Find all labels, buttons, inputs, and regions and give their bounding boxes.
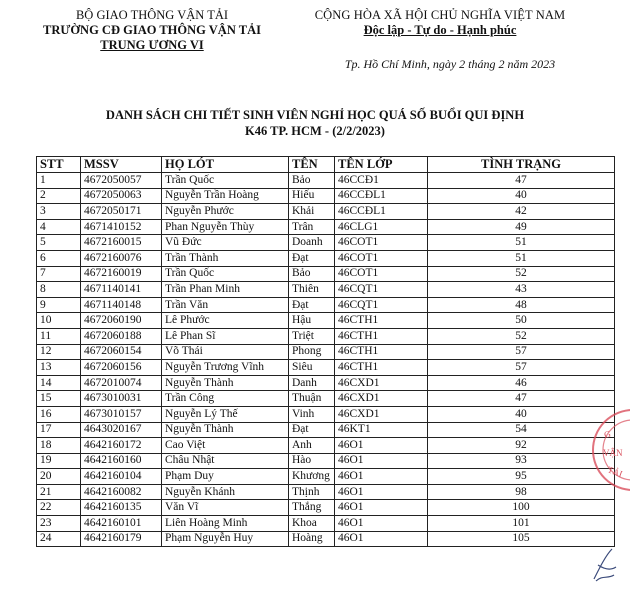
cell-given-name: Siêu <box>289 360 335 376</box>
cell-absences: 52 <box>428 328 615 344</box>
table-row <box>37 391 615 407</box>
table-header-row <box>37 157 615 173</box>
cell-family-name: Phan Nguyễn Thùy <box>162 219 289 235</box>
cell-absences: 51 <box>428 250 615 266</box>
cell-family-name: Cao Việt <box>162 438 289 454</box>
cell-class: 46CTH1 <box>335 344 428 360</box>
cell-absences: 40 <box>428 188 615 204</box>
cell-student-id: 4642160104 <box>81 469 162 485</box>
cell-given-name: Đạt <box>289 422 335 438</box>
cell-student-id: 4671410152 <box>81 219 162 235</box>
cell-class: 46CTH1 <box>335 313 428 329</box>
cell-class: 46CCĐ1 <box>335 173 428 189</box>
table-body <box>37 173 615 547</box>
cell-class: 46COT1 <box>335 266 428 282</box>
document-title <box>30 107 600 139</box>
ministry-name: BỘ GIAO THÔNG VẬN TẢI <box>75 8 229 22</box>
cell-stt: 8 <box>37 282 81 298</box>
cell-absences: 48 <box>428 297 615 313</box>
national-header <box>282 8 598 38</box>
cell-given-name: Đạt <box>289 297 335 313</box>
cell-class: 46O1 <box>335 469 428 485</box>
cell-absences: 54 <box>428 422 615 438</box>
cell-given-name: Khương <box>289 469 335 485</box>
column-header: HỌ LÓT <box>162 157 289 173</box>
table-row <box>37 188 615 204</box>
cell-family-name: Nguyễn Trương Vĩnh <box>162 360 289 376</box>
cell-class: 46CXD1 <box>335 391 428 407</box>
cell-student-id: 4672060156 <box>81 360 162 376</box>
cell-family-name: Nguyễn Trần Hoàng <box>162 188 289 204</box>
table-row <box>37 453 615 469</box>
cell-absences: 101 <box>428 516 615 532</box>
cell-absences: 49 <box>428 219 615 235</box>
cell-student-id: 4672010074 <box>81 375 162 391</box>
cell-student-id: 4642160135 <box>81 500 162 516</box>
cell-given-name: Thuận <box>289 391 335 407</box>
cell-absences: 92 <box>428 438 615 454</box>
table-row <box>37 328 615 344</box>
table-row <box>37 531 615 547</box>
cell-given-name: Trân <box>289 219 335 235</box>
cell-class: 46O1 <box>335 516 428 532</box>
cell-family-name: Trần Văn <box>162 297 289 313</box>
cell-stt: 6 <box>37 250 81 266</box>
cell-stt: 14 <box>37 375 81 391</box>
column-header: TÊN <box>289 157 335 173</box>
cell-class: 46CCĐL1 <box>335 188 428 204</box>
cell-class: 46CQT1 <box>335 282 428 298</box>
column-header: TÊN LỚP <box>335 157 428 173</box>
cell-absences: 46 <box>428 375 615 391</box>
republic-name: CỘNG HÒA XÃ HỘI CHỦ NGHĨA VIỆT NAM <box>314 8 566 22</box>
cell-stt: 15 <box>37 391 81 407</box>
cell-family-name: Châu Nhật <box>162 453 289 469</box>
cell-given-name: Hiếu <box>289 188 335 204</box>
cell-class: 46CQT1 <box>335 297 428 313</box>
cell-student-id: 4642160082 <box>81 484 162 500</box>
cell-absences: 98 <box>428 484 615 500</box>
cell-stt: 24 <box>37 531 81 547</box>
cell-family-name: Lê Phước <box>162 313 289 329</box>
cell-stt: 3 <box>37 204 81 220</box>
table-row <box>37 313 615 329</box>
cell-absences: 105 <box>428 531 615 547</box>
cell-given-name: Khải <box>289 204 335 220</box>
svg-text:G: G <box>602 428 612 440</box>
table-row <box>37 250 615 266</box>
cell-stt: 9 <box>37 297 81 313</box>
cell-family-name: Nguyễn Thành <box>162 375 289 391</box>
table-row <box>37 375 615 391</box>
cell-absences: 57 <box>428 360 615 376</box>
cell-given-name: Bảo <box>289 266 335 282</box>
cell-student-id: 4672050057 <box>81 173 162 189</box>
cell-class: 46CLG1 <box>335 219 428 235</box>
red-stamp-seal <box>583 404 630 496</box>
cell-student-id: 4642160179 <box>81 531 162 547</box>
cell-stt: 7 <box>37 266 81 282</box>
table-row <box>37 438 615 454</box>
cell-given-name: Phong <box>289 344 335 360</box>
national-motto: Độc lập - Tự do - Hạnh phúc <box>363 23 517 37</box>
cell-given-name: Đạt <box>289 250 335 266</box>
cell-given-name: Vinh <box>289 406 335 422</box>
cell-class: 46COT1 <box>335 250 428 266</box>
cell-class: 46CCĐL1 <box>335 204 428 220</box>
cell-given-name: Bảo <box>289 173 335 189</box>
cell-stt: 21 <box>37 484 81 500</box>
cell-class: 46CTH1 <box>335 328 428 344</box>
table-row <box>37 219 615 235</box>
table-row <box>37 266 615 282</box>
cell-absences: 47 <box>428 173 615 189</box>
column-header: MSSV <box>81 157 162 173</box>
table-row <box>37 360 615 376</box>
cell-given-name: Hậu <box>289 313 335 329</box>
table-row <box>37 173 615 189</box>
cell-stt: 16 <box>37 406 81 422</box>
table-row <box>37 297 615 313</box>
school-name-line2: TRUNG ƯƠNG VI <box>100 38 204 52</box>
cell-family-name: Lê Phan Sĩ <box>162 328 289 344</box>
table-row <box>37 500 615 516</box>
cell-student-id: 4672050171 <box>81 204 162 220</box>
table-row <box>37 235 615 251</box>
cell-student-id: 4673010157 <box>81 406 162 422</box>
cell-student-id: 4672060188 <box>81 328 162 344</box>
cell-given-name: Thiên <box>289 282 335 298</box>
cell-given-name: Triệt <box>289 328 335 344</box>
cell-stt: 13 <box>37 360 81 376</box>
cell-student-id: 4673010031 <box>81 391 162 407</box>
cell-stt: 22 <box>37 500 81 516</box>
cell-student-id: 4671140141 <box>81 282 162 298</box>
issuer-block <box>36 8 268 53</box>
cell-absences: 42 <box>428 204 615 220</box>
cell-student-id: 4642160160 <box>81 453 162 469</box>
cell-class: 46CXD1 <box>335 406 428 422</box>
cell-given-name: Hoàng <box>289 531 335 547</box>
cell-given-name: Khoa <box>289 516 335 532</box>
cell-family-name: Nguyễn Lý Thế <box>162 406 289 422</box>
cell-student-id: 4672050063 <box>81 188 162 204</box>
table-row <box>37 282 615 298</box>
cell-class: 46CXD1 <box>335 375 428 391</box>
cell-stt: 1 <box>37 173 81 189</box>
cell-family-name: Vũ Đức <box>162 235 289 251</box>
cell-student-id: 4672160076 <box>81 250 162 266</box>
cell-stt: 11 <box>37 328 81 344</box>
dateline: Tp. Hồ Chí Minh, ngày 2 tháng 2 năm 2023 <box>344 57 556 71</box>
cell-class: 46CTH1 <box>335 360 428 376</box>
table-row <box>37 422 615 438</box>
cell-family-name: Nguyễn Phước <box>162 204 289 220</box>
cell-stt: 20 <box>37 469 81 485</box>
table-row <box>37 406 615 422</box>
cell-given-name: Danh <box>289 375 335 391</box>
cell-student-id: 4672060190 <box>81 313 162 329</box>
cell-family-name: Phạm Duy <box>162 469 289 485</box>
cell-student-id: 4672160019 <box>81 266 162 282</box>
cell-student-id: 4642160101 <box>81 516 162 532</box>
cell-absences: 50 <box>428 313 615 329</box>
table-row <box>37 344 615 360</box>
cell-student-id: 4643020167 <box>81 422 162 438</box>
cell-given-name: Anh <box>289 438 335 454</box>
cell-stt: 4 <box>37 219 81 235</box>
cell-absences: 51 <box>428 235 615 251</box>
cell-family-name: Trần Thành <box>162 250 289 266</box>
cell-given-name: Thịnh <box>289 484 335 500</box>
cell-stt: 19 <box>37 453 81 469</box>
cell-stt: 5 <box>37 235 81 251</box>
cell-family-name: Nguyễn Thành <box>162 422 289 438</box>
cell-absences: 52 <box>428 266 615 282</box>
cell-family-name: Trần Phan Minh <box>162 282 289 298</box>
svg-text:TẢI: TẢI <box>606 464 624 480</box>
cell-class: 46O1 <box>335 438 428 454</box>
cell-family-name: Trần Quốc <box>162 266 289 282</box>
cell-stt: 23 <box>37 516 81 532</box>
cell-family-name: Nguyễn Khánh <box>162 484 289 500</box>
cell-absences: 40 <box>428 406 615 422</box>
student-table <box>36 156 615 547</box>
cell-given-name: Hào <box>289 453 335 469</box>
cell-absences: 100 <box>428 500 615 516</box>
table-row <box>37 204 615 220</box>
cell-class: 46O1 <box>335 453 428 469</box>
cell-class: 46COT1 <box>335 235 428 251</box>
table-row <box>37 469 615 485</box>
cell-absences: 93 <box>428 453 615 469</box>
table-row <box>37 516 615 532</box>
signature-mark <box>590 545 620 585</box>
cell-family-name: Phạm Nguyễn Huy <box>162 531 289 547</box>
table-row <box>37 484 615 500</box>
column-header: TÌNH TRẠNG <box>428 157 615 173</box>
cell-stt: 18 <box>37 438 81 454</box>
cell-stt: 2 <box>37 188 81 204</box>
cell-absences: 43 <box>428 282 615 298</box>
cell-absences: 57 <box>428 344 615 360</box>
cell-family-name: Võ Thái <box>162 344 289 360</box>
cell-student-id: 4672060154 <box>81 344 162 360</box>
cell-given-name: Doanh <box>289 235 335 251</box>
cell-family-name: Văn Vĩ <box>162 500 289 516</box>
cell-student-id: 4642160172 <box>81 438 162 454</box>
title-line1: DANH SÁCH CHI TIẾT SINH VIÊN NGHỈ HỌC QUÁ SỐ BUỔI QUI ĐỊNH <box>105 108 525 122</box>
cell-family-name: Trần Quốc <box>162 173 289 189</box>
column-header: STT <box>37 157 81 173</box>
cell-given-name: Thắng <box>289 500 335 516</box>
cell-family-name: Trần Công <box>162 391 289 407</box>
cell-class: 46O1 <box>335 500 428 516</box>
cell-absences: 95 <box>428 469 615 485</box>
cell-stt: 10 <box>37 313 81 329</box>
school-name: TRƯỜNG CĐ GIAO THÔNG VẬN TẢI <box>43 23 261 37</box>
cell-stt: 12 <box>37 344 81 360</box>
cell-class: 46O1 <box>335 531 428 547</box>
cell-student-id: 4672160015 <box>81 235 162 251</box>
cell-stt: 17 <box>37 422 81 438</box>
svg-text:VẬN: VẬN <box>603 448 623 458</box>
cell-class: 46KT1 <box>335 422 428 438</box>
cell-family-name: Liên Hoàng Minh <box>162 516 289 532</box>
cell-student-id: 4671140148 <box>81 297 162 313</box>
cell-class: 46O1 <box>335 484 428 500</box>
cell-absences: 47 <box>428 391 615 407</box>
title-line2: K46 TP. HCM - (2/2/2023) <box>245 124 385 138</box>
